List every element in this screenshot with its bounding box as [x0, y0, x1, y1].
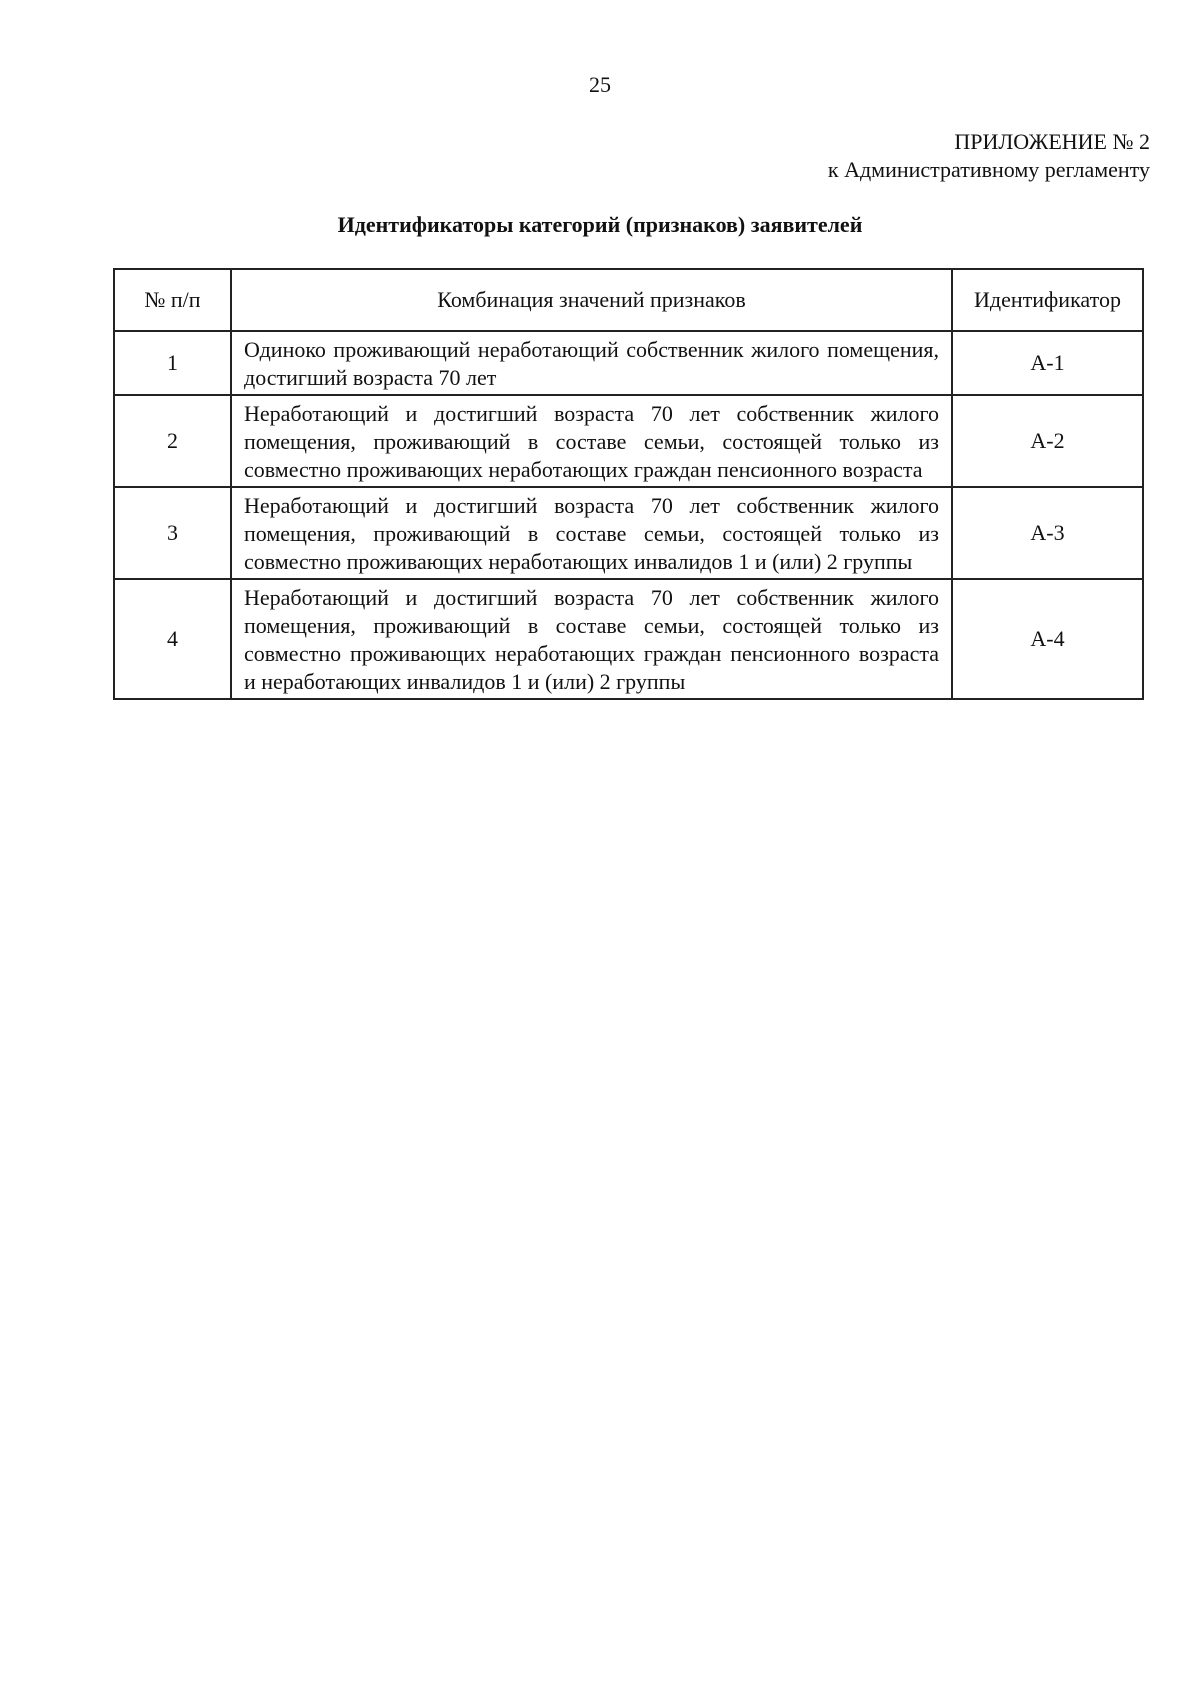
- row-number: 4: [114, 579, 231, 699]
- row-combination: Одиноко проживающий неработающий собственник жилого помещения, достигший возраста 70 лет: [231, 331, 952, 395]
- identifiers-table: [113, 268, 1144, 700]
- row-combination: Неработающий и достигший возраста 70 лет собственник жилого помещения, проживающий в составе семьи, состоящей только из совместно проживающих неработающих инвалидов 1 и (или) 2 группы: [231, 487, 952, 579]
- row-identifier: А-2: [952, 395, 1143, 487]
- row-combination: Неработающий и достигший возраста 70 лет собственник жилого помещения, проживающий в составе семьи, состоящей только из совместно проживающих неработающих граждан пенсионного возраста и неработающих инвалидов 1 и (или) 2 группы: [231, 579, 952, 699]
- table-header-row: [114, 269, 1143, 331]
- row-identifier: А-1: [952, 331, 1143, 395]
- appendix-header: [828, 128, 1150, 184]
- table-row: [114, 395, 1143, 487]
- row-combination: Неработающий и достигший возраста 70 лет собственник жилого помещения, проживающий в составе семьи, состоящей только из совместно проживающих неработающих граждан пенсионного возраста: [231, 395, 952, 487]
- page-number: 25: [589, 72, 611, 97]
- row-number: 2: [114, 395, 231, 487]
- row-identifier: А-4: [952, 579, 1143, 699]
- header-identifier: Идентификатор: [952, 269, 1143, 331]
- appendix-reference: к Административному регламенту: [827, 157, 1150, 182]
- header-number: № п/п: [114, 269, 231, 331]
- document-title: Идентификаторы категорий (признаков) заявителей: [337, 212, 863, 237]
- table-row: [114, 579, 1143, 699]
- table-row: [114, 331, 1143, 395]
- row-number: 1: [114, 331, 231, 395]
- row-number: 3: [114, 487, 231, 579]
- table-row: [114, 487, 1143, 579]
- header-combination: Комбинация значений признаков: [231, 269, 952, 331]
- appendix-label: ПРИЛОЖЕНИЕ № 2: [954, 129, 1150, 154]
- row-identifier: А-3: [952, 487, 1143, 579]
